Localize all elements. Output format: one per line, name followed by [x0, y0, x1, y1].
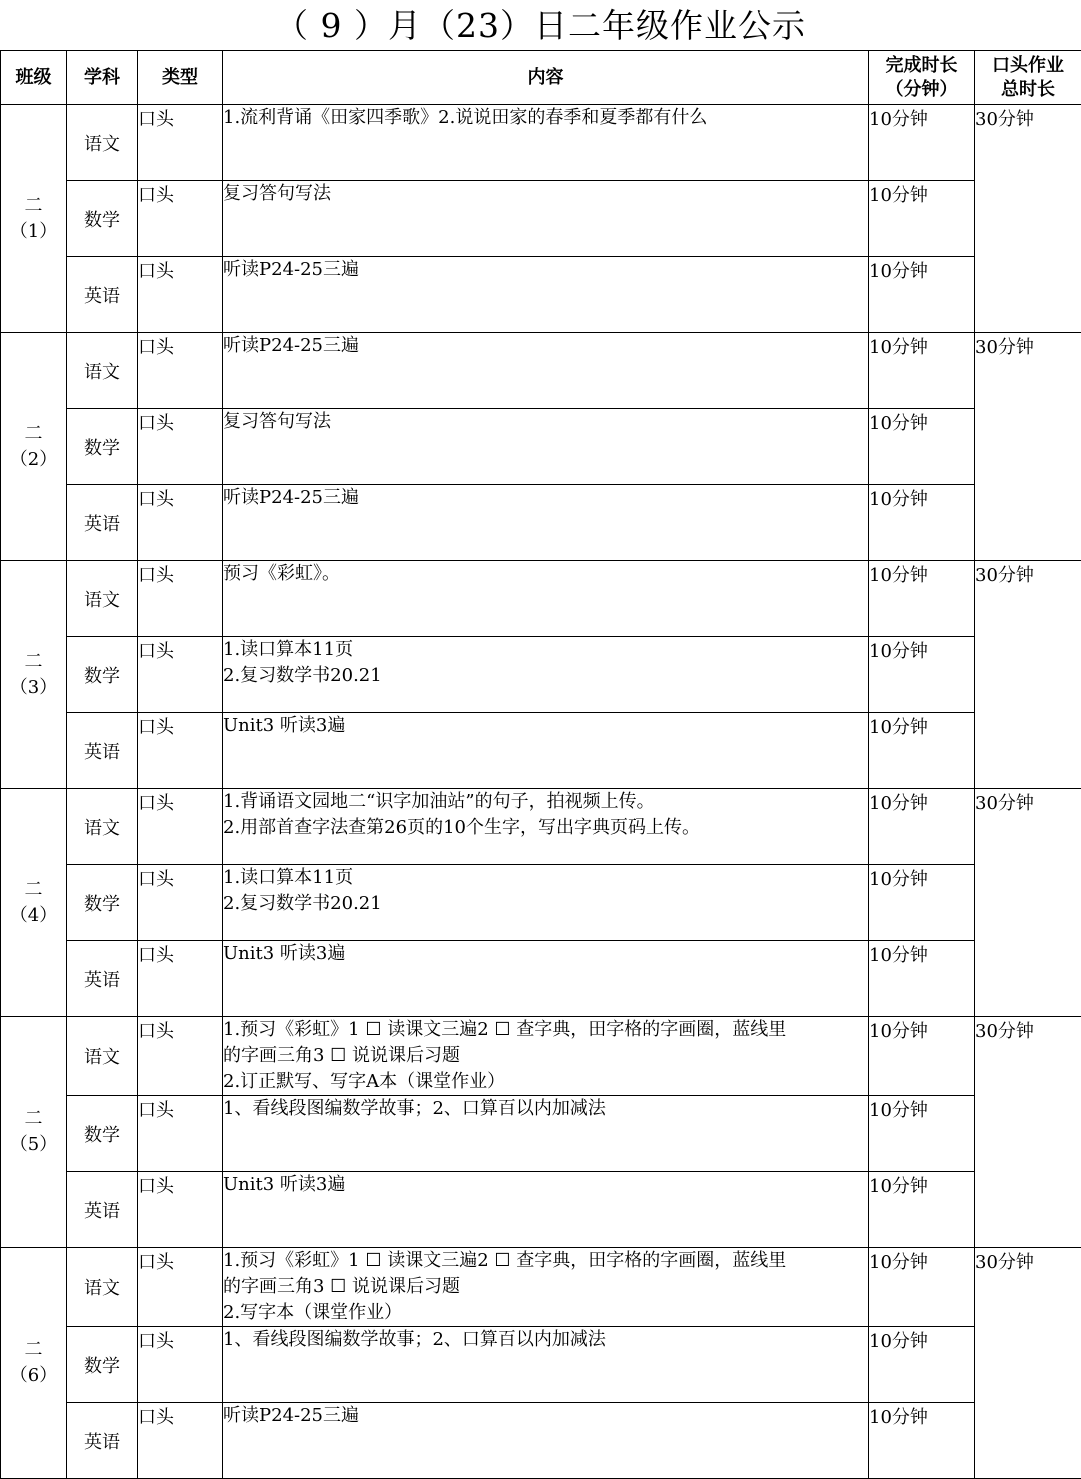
class-name-cell	[1, 1017, 67, 1248]
subject-cell: 英语	[67, 1172, 138, 1248]
type-cell: 口头	[138, 865, 223, 941]
duration-cell: 10分钟	[869, 1096, 975, 1172]
type-cell: 口头	[138, 637, 223, 713]
page-title: （ 9 ）月（23）日二年级作业公示	[0, 0, 1081, 50]
class-number: （3）	[1, 675, 66, 701]
type-cell: 口头	[138, 713, 223, 789]
table-row	[1, 105, 1081, 181]
duration-cell: 10分钟	[869, 637, 975, 713]
class-name-cell	[1, 105, 67, 333]
type-cell: 口头	[138, 409, 223, 485]
homework-table	[0, 50, 1081, 1479]
subject-cell: 语文	[67, 1248, 138, 1327]
content-line: 预习《彩虹》。	[223, 561, 868, 587]
duration-cell: 10分钟	[869, 1327, 975, 1403]
duration-cell: 10分钟	[869, 105, 975, 181]
duration-cell: 10分钟	[869, 561, 975, 637]
content-line: 听读P24-25三遍	[223, 1403, 868, 1429]
content-cell	[223, 1096, 869, 1172]
content-cell	[223, 1172, 869, 1248]
table-body	[1, 105, 1081, 1479]
content-line: 1、看线段图编数学故事；2、口算百以内加减法	[223, 1327, 868, 1353]
content-cell	[223, 941, 869, 1017]
content-line: 的字画三角3 ☐ 说说课后习题	[223, 1043, 868, 1069]
content-cell	[223, 333, 869, 409]
content-cell	[223, 637, 869, 713]
class-number: （2）	[1, 447, 66, 473]
duration-cell: 10分钟	[869, 865, 975, 941]
subject-cell: 英语	[67, 1403, 138, 1479]
type-cell: 口头	[138, 181, 223, 257]
duration-cell: 10分钟	[869, 713, 975, 789]
subject-cell: 数学	[67, 1327, 138, 1403]
subject-cell: 语文	[67, 105, 138, 181]
duration-cell: 10分钟	[869, 789, 975, 865]
type-cell: 口头	[138, 789, 223, 865]
class-name-cell	[1, 333, 67, 561]
class-grade: 二	[1, 649, 66, 675]
oral-total-cell: 30分钟	[975, 1017, 1081, 1248]
type-cell: 口头	[138, 257, 223, 333]
oral-total-cell: 30分钟	[975, 1248, 1081, 1479]
table-row	[1, 865, 1081, 941]
class-grade: 二	[1, 877, 66, 903]
class-name-cell	[1, 1248, 67, 1479]
table-row	[1, 1172, 1081, 1248]
type-cell: 口头	[138, 1248, 223, 1327]
content-cell	[223, 257, 869, 333]
content-line: 复习答句写法	[223, 181, 868, 207]
duration-cell: 10分钟	[869, 485, 975, 561]
type-cell: 口头	[138, 561, 223, 637]
header-total-line2: 总时长	[975, 78, 1081, 102]
header-total	[975, 51, 1081, 105]
table-row	[1, 1248, 1081, 1327]
oral-total-cell: 30分钟	[975, 561, 1081, 789]
type-cell: 口头	[138, 1403, 223, 1479]
duration-cell: 10分钟	[869, 333, 975, 409]
content-cell	[223, 561, 869, 637]
content-line: 1.读口算本11页	[223, 637, 868, 663]
header-type: 类型	[138, 51, 223, 105]
content-line: 2.复习数学书20.21	[223, 891, 868, 917]
class-number: （6）	[1, 1363, 66, 1389]
content-cell	[223, 1327, 869, 1403]
class-grade: 二	[1, 1106, 66, 1132]
content-line: 1.读口算本11页	[223, 865, 868, 891]
type-cell: 口头	[138, 941, 223, 1017]
content-line: Unit3 听读3遍	[223, 713, 868, 739]
table-row	[1, 637, 1081, 713]
type-cell: 口头	[138, 485, 223, 561]
content-line: 复习答句写法	[223, 409, 868, 435]
class-grade: 二	[1, 1337, 66, 1363]
table-row	[1, 713, 1081, 789]
header-duration-line2: （分钟）	[869, 78, 974, 102]
table-row	[1, 181, 1081, 257]
content-cell	[223, 485, 869, 561]
content-cell	[223, 865, 869, 941]
subject-cell: 语文	[67, 1017, 138, 1096]
content-cell	[223, 105, 869, 181]
subject-cell: 英语	[67, 941, 138, 1017]
table-row	[1, 409, 1081, 485]
subject-cell: 语文	[67, 561, 138, 637]
subject-cell: 英语	[67, 485, 138, 561]
header-row	[1, 51, 1081, 105]
subject-cell: 语文	[67, 789, 138, 865]
subject-cell: 数学	[67, 409, 138, 485]
content-line: 1.预习《彩虹》1 ☐ 读课文三遍2 ☐ 查字典，田字格的字画圈，蓝线里	[223, 1248, 868, 1274]
table-row	[1, 1096, 1081, 1172]
table-row	[1, 941, 1081, 1017]
duration-cell: 10分钟	[869, 941, 975, 1017]
content-line: 2.用部首查字法查第26页的10个生字，写出字典页码上传。	[223, 815, 868, 841]
class-number: （1）	[1, 219, 66, 245]
header-total-line1: 口头作业	[975, 54, 1081, 78]
content-line: 2.写字本（课堂作业）	[223, 1300, 868, 1326]
subject-cell: 英语	[67, 257, 138, 333]
content-cell	[223, 1017, 869, 1096]
table-row	[1, 789, 1081, 865]
content-line: 1.背诵语文园地二“识字加油站”的句子，拍视频上传。	[223, 789, 868, 815]
content-line: Unit3 听读3遍	[223, 1172, 868, 1198]
header-class: 班级	[1, 51, 67, 105]
type-cell: 口头	[138, 1017, 223, 1096]
content-line: 的字画三角3 ☐ 说说课后习题	[223, 1274, 868, 1300]
content-line: 1、看线段图编数学故事；2、口算百以内加减法	[223, 1096, 868, 1122]
content-line: 2.订正默写、写字A本（课堂作业）	[223, 1069, 868, 1095]
duration-cell: 10分钟	[869, 1172, 975, 1248]
table-row	[1, 1403, 1081, 1479]
content-cell	[223, 181, 869, 257]
subject-cell: 数学	[67, 1096, 138, 1172]
duration-cell: 10分钟	[869, 257, 975, 333]
header-content: 内容	[223, 51, 869, 105]
class-number: （4）	[1, 903, 66, 929]
content-line: 听读P24-25三遍	[223, 257, 868, 283]
oral-total-cell: 30分钟	[975, 105, 1081, 333]
subject-cell: 数学	[67, 181, 138, 257]
content-line: Unit3 听读3遍	[223, 941, 868, 967]
duration-cell: 10分钟	[869, 181, 975, 257]
class-number: （5）	[1, 1132, 66, 1158]
table-row	[1, 485, 1081, 561]
content-line: 听读P24-25三遍	[223, 485, 868, 511]
duration-cell: 10分钟	[869, 1017, 975, 1096]
table-row	[1, 333, 1081, 409]
content-cell	[223, 1248, 869, 1327]
table-row	[1, 1017, 1081, 1096]
content-line: 1.预习《彩虹》1 ☐ 读课文三遍2 ☐ 查字典，田字格的字画圈，蓝线里	[223, 1017, 868, 1043]
duration-cell: 10分钟	[869, 409, 975, 485]
header-duration-line1: 完成时长	[869, 54, 974, 78]
header-duration	[869, 51, 975, 105]
type-cell: 口头	[138, 333, 223, 409]
type-cell: 口头	[138, 105, 223, 181]
subject-cell: 语文	[67, 333, 138, 409]
type-cell: 口头	[138, 1096, 223, 1172]
header-subject: 学科	[67, 51, 138, 105]
subject-cell: 数学	[67, 637, 138, 713]
content-line: 1.流利背诵《田家四季歌》2.说说田家的春季和夏季都有什么	[223, 105, 868, 131]
duration-cell: 10分钟	[869, 1248, 975, 1327]
oral-total-cell: 30分钟	[975, 333, 1081, 561]
class-name-cell	[1, 561, 67, 789]
type-cell: 口头	[138, 1327, 223, 1403]
content-line: 听读P24-25三遍	[223, 333, 868, 359]
table-row	[1, 1327, 1081, 1403]
class-name-cell	[1, 789, 67, 1017]
duration-cell: 10分钟	[869, 1403, 975, 1479]
subject-cell: 英语	[67, 713, 138, 789]
oral-total-cell: 30分钟	[975, 789, 1081, 1017]
content-line: 2.复习数学书20.21	[223, 663, 868, 689]
content-cell	[223, 409, 869, 485]
type-cell: 口头	[138, 1172, 223, 1248]
subject-cell: 数学	[67, 865, 138, 941]
table-row	[1, 561, 1081, 637]
content-cell	[223, 1403, 869, 1479]
table-row	[1, 257, 1081, 333]
class-grade: 二	[1, 421, 66, 447]
class-grade: 二	[1, 193, 66, 219]
content-cell	[223, 713, 869, 789]
content-cell	[223, 789, 869, 865]
